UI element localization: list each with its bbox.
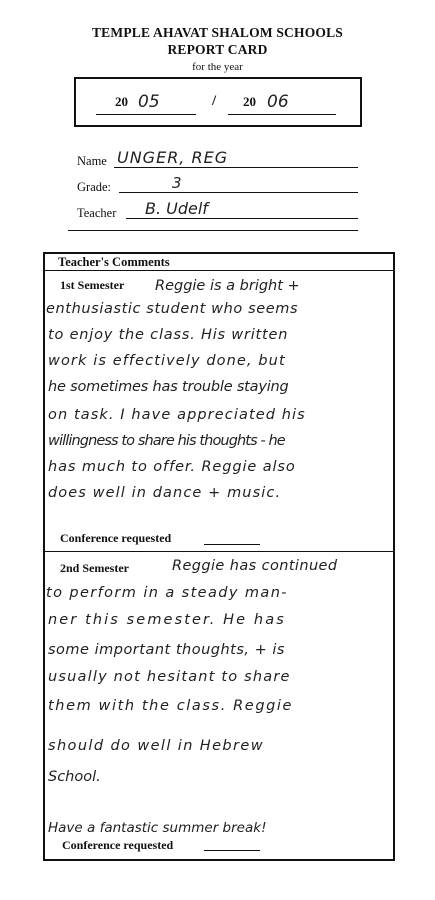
school-name: TEMPLE AHAVAT SHALOM SCHOOLS	[91, 25, 344, 40]
name-label: Name	[77, 154, 107, 168]
grade-label: Grade:	[77, 180, 112, 194]
info-bottom-line	[68, 230, 358, 231]
comments-title-rule	[43, 270, 395, 271]
semester2-line-1: Reggie has continued	[172, 558, 338, 574]
semester2-line-6: them with the class. Reggie	[48, 698, 294, 714]
semester1-line-1: Reggie is a bright +	[155, 278, 300, 294]
teacher-name: B. Udelf	[145, 199, 208, 218]
end-year-line	[228, 114, 336, 115]
semester2-line-7: should do well in Hebrew	[48, 738, 264, 754]
semester1-line-2: enthusiastic student who seems	[46, 301, 299, 317]
semester2-closing-note: Have a fantastic summer break!	[48, 820, 267, 836]
semester1-conference-line	[204, 544, 260, 545]
semester2-line-2: to perform in a steady man-	[46, 585, 288, 601]
semester2-line-4: some important thoughts, + is	[48, 642, 285, 658]
semester1-conference-label: Conference requested	[60, 531, 172, 545]
semester1-line-3: to enjoy the class. His written	[48, 327, 289, 343]
end-year-prefix: 20	[243, 94, 256, 109]
semester2-line-3: ner this semester. He has	[48, 612, 286, 628]
report-card-title: REPORT CARD	[167, 42, 268, 57]
semester2-line-8: School.	[48, 769, 101, 785]
semester2-label: 2nd Semester	[60, 561, 129, 575]
name-line	[114, 167, 358, 168]
semester1-line-4: work is effectively done, but	[48, 353, 286, 369]
student-name: UNGER, REG	[117, 148, 229, 167]
semester1-label: 1st Semester	[60, 278, 125, 292]
semester2-conference-line	[204, 850, 260, 851]
semester-divider	[43, 551, 395, 552]
end-year-suffix: 06	[267, 92, 289, 112]
start-year-line	[96, 114, 196, 115]
teacher-line	[126, 218, 358, 219]
teacher-label: Teacher	[77, 206, 117, 220]
semester1-line-6: on task. I have appreciated his	[48, 407, 306, 423]
semester2-line-5: usually not hesitant to share	[48, 669, 291, 685]
semester1-line-5: he sometimes has trouble staying	[48, 379, 289, 395]
semester1-line-8: has much to offer. Reggie also	[48, 459, 296, 475]
teachers-comments-title: Teacher's Comments	[58, 255, 170, 269]
semester1-line-9: does well in dance + music.	[48, 485, 282, 501]
grade-line	[119, 192, 358, 193]
start-year-prefix: 20	[115, 94, 128, 109]
semester1-line-7: willingness to share his thoughts - he	[48, 433, 285, 449]
start-year-suffix: 05	[138, 92, 160, 112]
student-grade: 3	[172, 174, 182, 192]
semester2-conference-label: Conference requested	[62, 838, 174, 852]
year-separator: /	[212, 93, 217, 109]
for-the-year-label: for the year	[192, 61, 243, 73]
